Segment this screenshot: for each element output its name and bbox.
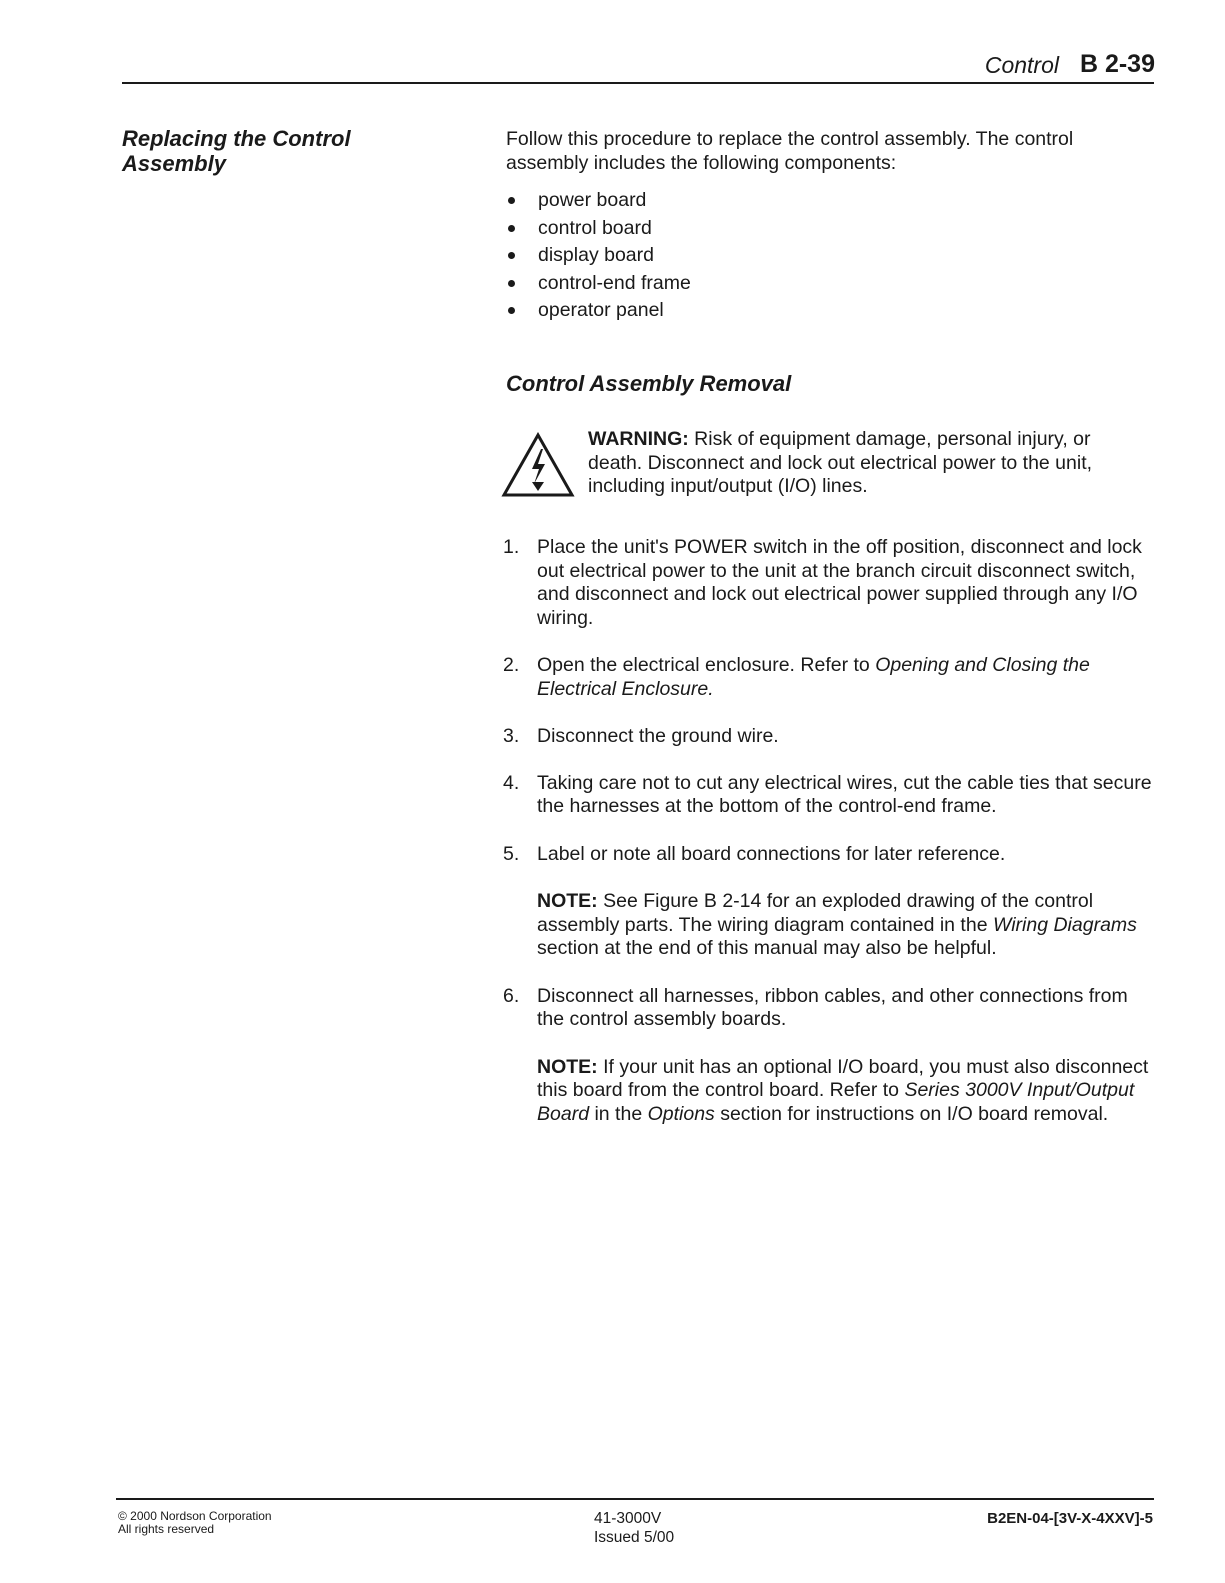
note [537, 1056, 1153, 1127]
step-text: Label or note all board connections for later reference. [537, 842, 1006, 865]
footer-document [594, 1509, 674, 1547]
list-item: power board [506, 187, 1156, 215]
note [537, 890, 1153, 961]
step-text: Place the unit's POWER switch in the off position, disconnect and lock out electrical power to the unit at the branch circuit disconnect switch, and disconnect and lock out electrical power supplied through any I/O wiring. [537, 536, 1142, 629]
note-reference: Wiring Diagrams [992, 913, 1137, 936]
note-text: in the [589, 1102, 648, 1125]
side-heading: Replacing the Control Assembly [122, 126, 351, 176]
step-text: Disconnect the ground wire. [537, 725, 779, 747]
procedure-step [503, 725, 1153, 749]
step-number: 4. [503, 771, 520, 794]
component-list [506, 187, 1156, 325]
procedure-step [503, 843, 1153, 961]
step-number: 5. [503, 842, 520, 865]
list-item: control board [506, 215, 1156, 243]
note-text: If your unit has an optional I/O board, you must also disconnect this board from the control board. Refer to [537, 1055, 1149, 1101]
footer-copyright [118, 1510, 272, 1536]
warning-body: Risk of equipment damage, personal injury, or death. Disconnect and lock out electrical power to the unit, including input/output (I/O) lines. [588, 428, 1093, 497]
list-item: control-end frame [506, 270, 1156, 298]
step-number: 3. [503, 725, 520, 747]
footer-code: B2EN-04-[3V-X-4XXV]-5 [987, 1510, 1153, 1527]
note-text: section for instructions on I/O board removal. [714, 1102, 1109, 1125]
header-divider [122, 82, 1154, 84]
issue-date: Issued 5/00 [594, 1529, 675, 1546]
step-text: Disconnect all harnesses, ribbon cables, and other connections from the control assembly boards. [537, 984, 1128, 1030]
procedure-step [503, 772, 1153, 819]
intro-paragraph: Follow this procedure to replace the control assembly. The control assembly includes the following components: [506, 128, 1074, 174]
step-text: Open the electrical enclosure. Refer to [537, 654, 876, 676]
electrical-hazard-icon [501, 432, 575, 498]
step-number: 1. [503, 536, 520, 558]
step-number: 6. [503, 984, 520, 1007]
warning-text [588, 428, 1148, 499]
procedure-step [503, 654, 1153, 701]
rights-text: All rights reserved [118, 1522, 215, 1536]
step-reference: Opening and Closing the Electrical Enclosure. [537, 654, 1090, 700]
step-number: 2. [503, 654, 520, 676]
list-item: display board [506, 242, 1156, 270]
list-item: operator panel [506, 297, 1156, 325]
header-section-title: Control [984, 52, 1059, 78]
note-reference: Series 3000V Input/Output Board [537, 1079, 1135, 1125]
note-reference: Options [647, 1102, 715, 1125]
document-number: 41-3000V [594, 1510, 662, 1527]
note-text: See Figure B 2-14 for an exploded drawing of the control assembly parts. The wiring diagram contained in the [537, 890, 1094, 936]
note-label: NOTE: [537, 890, 598, 912]
procedure-step [503, 985, 1153, 1127]
copyright-text: © 2000 Nordson Corporation [118, 1509, 272, 1523]
section-subheading: Control Assembly Removal [506, 371, 792, 396]
footer-divider [116, 1498, 1154, 1500]
step-text: Taking care not to cut any electrical wires, cut the cable ties that secure the harnesses at the bottom of the control-end frame. [537, 771, 1152, 817]
procedure-steps [503, 536, 1153, 1150]
note-label: NOTE: [537, 1055, 598, 1078]
procedure-step [503, 536, 1153, 630]
warning-label: WARNING: [588, 428, 689, 450]
header-page-number: B 2-39 [1079, 50, 1155, 78]
note-text: section at the end of this manual may also be helpful. [537, 937, 997, 959]
